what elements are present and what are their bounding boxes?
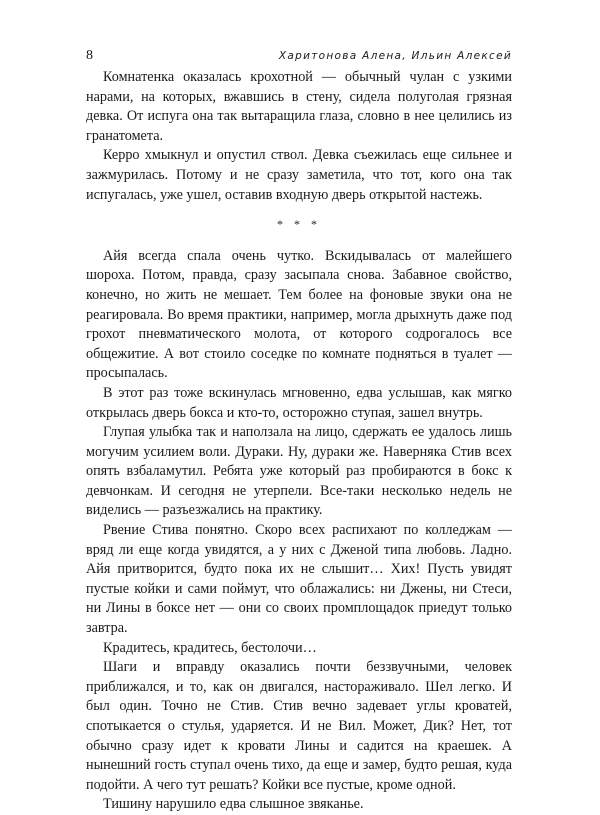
paragraph: Шаги и вправду оказались почти беззвучными, человек приближался, и то, как он двигался, настораживало. Шел легко. И был один. Точно не Стив. Стив вечно задевает углы кроватей, спотыкается о стулья, ударяется. И не Вил. Может, Дик? Нет, тот обычно сразу идет к кровати Лины и садится на краешек. А нынешний гость ступал очень тихо, да еще и замер, будто решая, куда подойти. А чего тут решать? Койки все пустые, кроме одной. <box>86 659 512 793</box>
section-divider: * * * <box>277 217 321 232</box>
body-text <box>86 68 512 815</box>
running-header <box>86 48 512 64</box>
paragraph: Глупая улыбка так и наползала на лицо, сдержать ее удалось лишь могучим усилием воли. Дураки. Ну, дураки же. Наверняка Стив всех опять взбаламутил. Ребята уже который раз пробираются в бокс к девчонкам. И сегодня не утерпели. Все-таки несколько недель не виделись — разъезжались на практику. <box>86 424 512 519</box>
paragraph: Айя всегда спала очень чутко. Вскидывалась от малейшего шороха. Потом, правда, сразу засыпала снова. Забавное свойство, конечно, но жить не мешает. Тем более на фоновые звуки она не реагировала. Во время практики, например, могла дрыхнуть даже под грохот пневматического молота, от которого содрогалось все общежитие. А вот стоило соседке по комнате подняться в туалет — просыпалась. <box>86 247 512 382</box>
paragraph: Тишину нарушило едва слышное звяканье. <box>103 796 364 813</box>
running-title: Харитонова Алена, Ильин Алексей <box>278 50 512 62</box>
paragraph: Крадитесь, крадитесь, бестолочи… <box>103 639 317 656</box>
paragraph: Комнатенка оказалась крохотной — обычный чулан с узкими нарами, на которых, вжавшись в стену, сидела полуголая грязная девка. От испуга она так вытаращила глаза, словно в нее целились из гранатомета. <box>86 69 512 144</box>
paragraph: В этот раз тоже вскинулась мгновенно, едва услышав, как мягко открылась дверь бокса и кто-то, осторожно ступая, зашел внутрь. <box>86 384 512 421</box>
page-number: 8 <box>86 48 93 63</box>
paragraph: Керро хмыкнул и опустил ствол. Девка съежилась еще сильнее и зажмурилась. Потому и не сразу заметила, что тот, кого она так испугалась, уже ушел, оставив входную дверь открытой настежь. <box>86 147 512 203</box>
paragraph: Рвение Стива понятно. Скоро всех распихают по колледжам — вряд ли еще когда увидятся, а у них с Дженой типа любовь. Ладно. Айя притворится, будто пока их не слышит… Хих! Пусть увидят пустые койки и сами поймут, что облажались: ни Джены, ни Стеси, ни Лины в боксе нет — они со своих промплощадок приедут только завтра. <box>86 522 512 637</box>
